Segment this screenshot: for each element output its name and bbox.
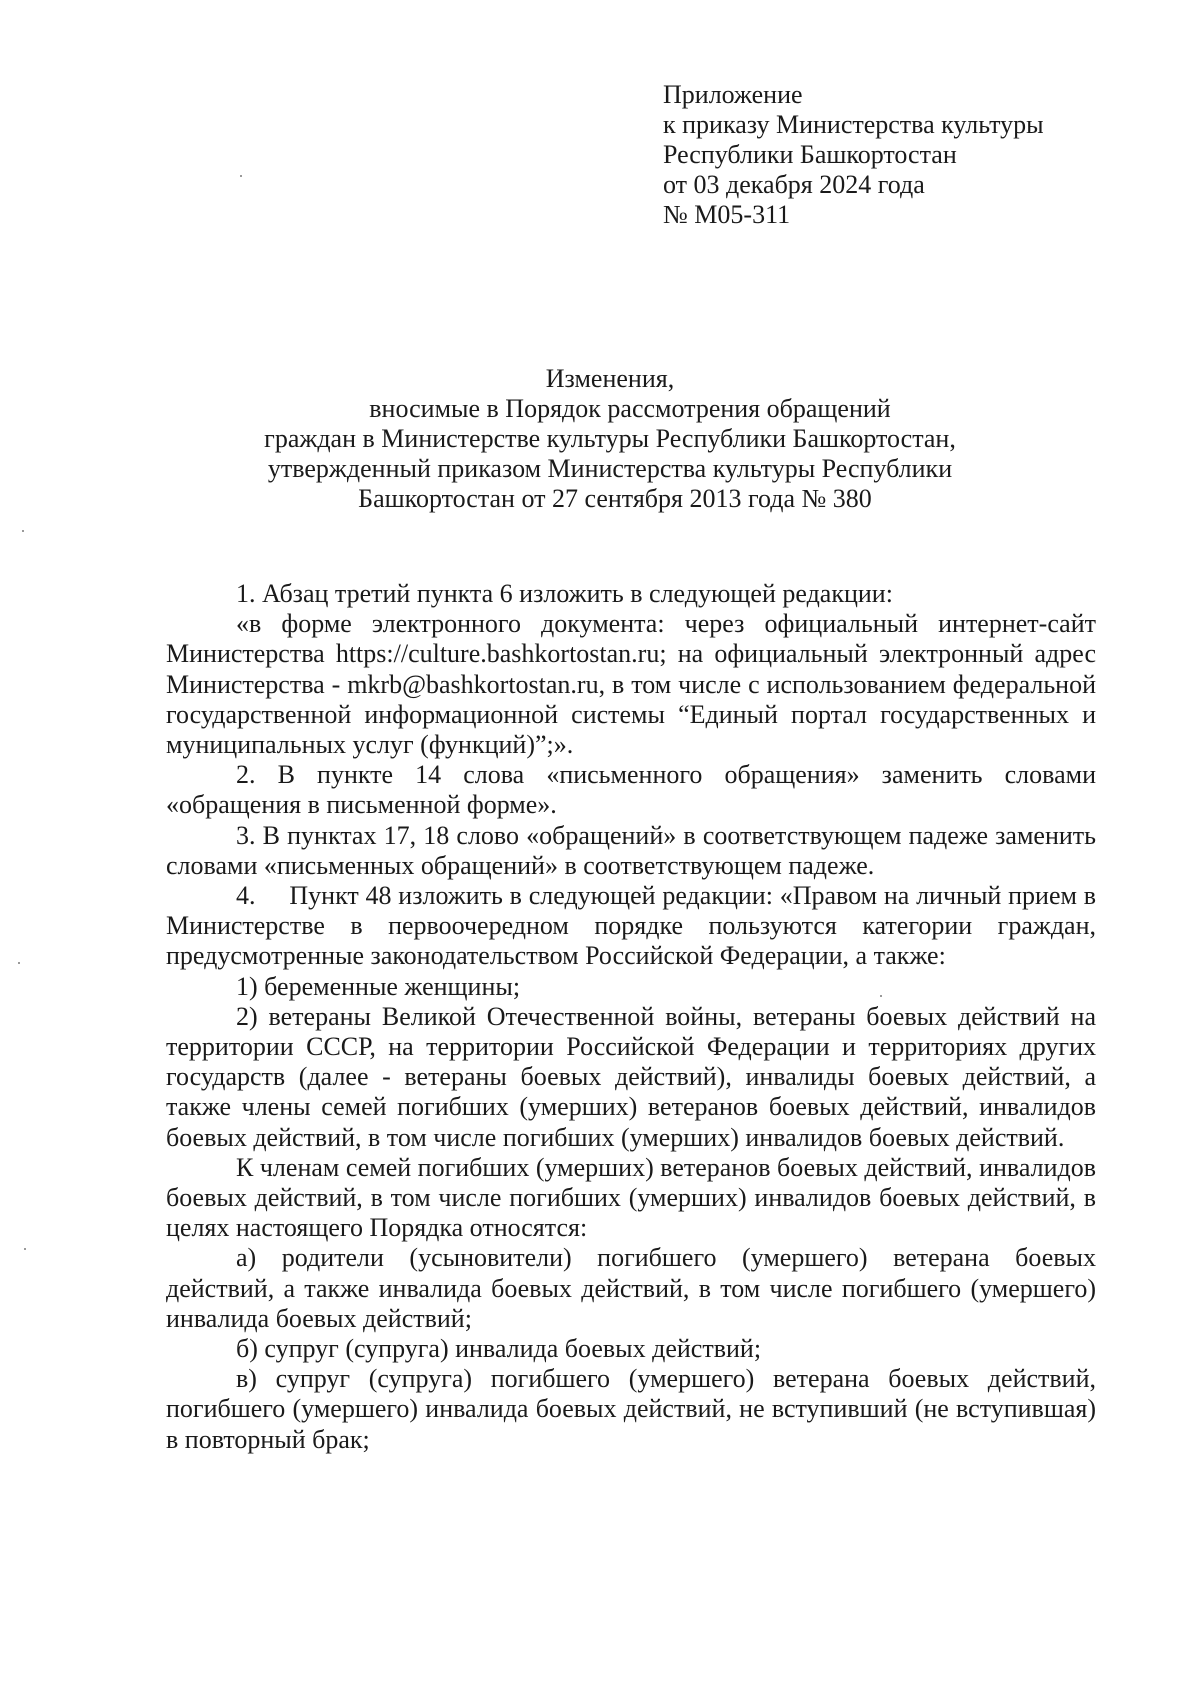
body-paragraph: 1. Абзац третий пункта 6 изложить в следующей редакции: bbox=[236, 579, 893, 608]
scan-speck bbox=[18, 962, 20, 964]
title-line: вносимые в Порядок рассмотрения обращений bbox=[369, 394, 891, 423]
body-paragraph: К членам семей погибших (умерших) ветеранов боевых действий, инвалидов боевых действий, в том числе погибших (умерших) инвалидов боевых действий, в целях настоящего Порядка относятся: bbox=[166, 1152, 1096, 1243]
body-paragraph: «в форме электронного документа: через официальный интернет-сайт Министерства https://culture.bashkortostan.ru; на официальный электронный адрес Министерства - mkrb@bashkortostan.ru, в том числе с использованием федеральной государственной информационной системы “Единый портал государственных и муниципальных услуг (функций)”;». bbox=[166, 609, 1096, 760]
body-paragraph: в) супруг (супруга) погибшего (умершего) ветерана боевых действий, погибшего (умершего) инвалида боевых действий, не вступивший (не вступившая) в повторный брак; bbox=[166, 1364, 1096, 1454]
title-line: Башкортостан от 27 сентября 2013 года № 380 bbox=[358, 484, 872, 513]
body-paragraph: б) супруг (супруга) инвалида боевых действий; bbox=[236, 1334, 762, 1364]
document-title bbox=[160, 364, 1060, 514]
body-paragraph: 3. В пунктах 17, 18 слово «обращений» в соответствующем падеже заменить словами «письменных обращений» в соответствующем падеже. bbox=[166, 820, 1096, 880]
scan-speck bbox=[24, 1248, 26, 1250]
body-paragraph: а) родители (усыновители) погибшего (умершего) ветерана боевых действий, а также инвалида боевых действий, в том числе погибшего (умершего) инвалида боевых действий; bbox=[166, 1243, 1096, 1333]
appendix-header bbox=[663, 80, 1044, 230]
body-paragraph: 2. В пункте 14 слова «письменного обращения» заменить словами «обращения в письменной форме». bbox=[166, 760, 1096, 820]
appendix-line: № М05-311 bbox=[663, 200, 791, 229]
body-paragraph: 4. Пункт 48 изложить в следующей редакции: «Правом на личный прием в Министерстве в первоочередном порядке пользуются категории граждан, предусмотренные законодательством Российской Федерации, а также: bbox=[166, 881, 1096, 971]
body-paragraph: 2) ветераны Великой Отечественной войны, ветераны боевых действий на территории СССР, на территории Российской Федерации и территориях других государств (далее - ветераны боевых действий), инвалиды боевых действий, а также члены семей погибших (умерших) ветеранов боевых действий, инвалидов боевых действий, в том числе погибших (умерших) инвалидов боевых действий. bbox=[166, 1001, 1096, 1152]
title-line: утвержденный приказом Министерства культуры Республики bbox=[267, 454, 953, 483]
body-paragraph: 1) беременные женщины; bbox=[236, 971, 521, 1001]
title-line: граждан в Министерстве культуры Республики Башкортостан, bbox=[264, 424, 956, 453]
scan-speck bbox=[880, 995, 882, 997]
scan-speck bbox=[22, 530, 24, 532]
title-line: Изменения, bbox=[545, 364, 675, 393]
document-body bbox=[166, 579, 1096, 1455]
scan-speck bbox=[240, 175, 242, 177]
appendix-line: от 03 декабря 2024 года bbox=[663, 170, 925, 199]
appendix-line: Приложение bbox=[663, 80, 803, 109]
appendix-line: Республики Башкортостан bbox=[663, 140, 957, 169]
appendix-line: к приказу Министерства культуры bbox=[663, 110, 1044, 139]
